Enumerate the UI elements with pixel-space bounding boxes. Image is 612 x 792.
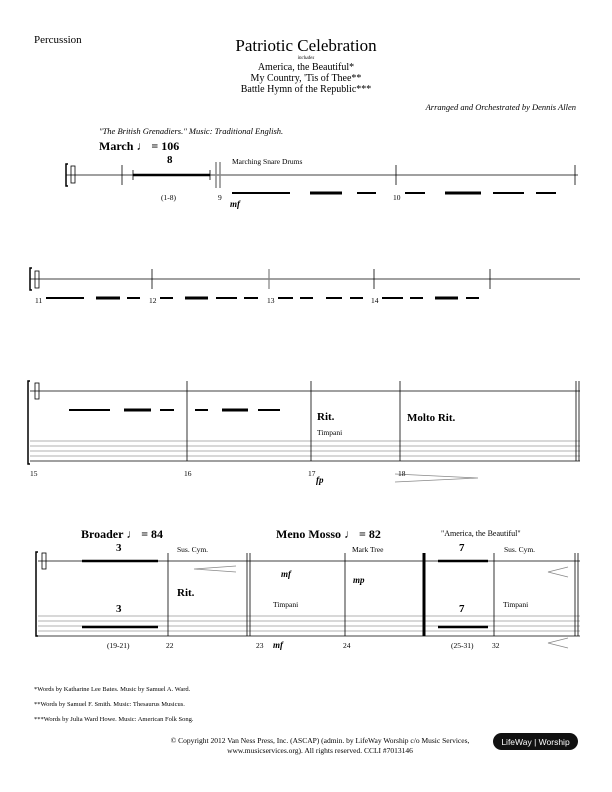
song-1: America, the Beautiful* (257, 62, 355, 73)
measure-number: 13 (267, 296, 275, 305)
multi-rest-count: 7 (459, 603, 465, 615)
rest-range: (19-21) (107, 641, 130, 650)
multi-rest-count: 7 (459, 542, 465, 554)
copyright-notice (150, 736, 490, 756)
measure-number: 9 (218, 193, 222, 202)
includes-label: includes (297, 56, 315, 61)
measure-number: 17 (308, 469, 316, 478)
footnote-1: *Words by Katharine Lee Bates. Music by Samuel A. Ward. (34, 686, 191, 693)
instrument-label: Timpani (317, 428, 343, 437)
measure-number: 23 (256, 641, 264, 650)
molto-rit-marking: Molto Rit. (407, 412, 456, 424)
dynamic-mf: mf (230, 199, 240, 209)
instrument-label: Mark Tree (352, 545, 384, 554)
multi-rest-count: 8 (167, 154, 173, 166)
measure-number: 14 (371, 296, 379, 305)
publisher-logo: LifeWay | Worship (493, 733, 578, 750)
measure-number: 10 (393, 193, 401, 202)
tempo-march: March ♩ = 106 (99, 139, 180, 153)
song-3: Battle Hymn of the Republic*** (240, 84, 372, 95)
dynamic-fp: fp (316, 475, 324, 485)
measure-number: 12 (149, 296, 157, 305)
measure-number: 22 (166, 641, 174, 650)
instrument-label: Sus. Cym. (504, 545, 536, 554)
multi-rest-count: 3 (116, 542, 122, 554)
measure-number: 24 (343, 641, 351, 650)
dynamic-mp: mp (353, 575, 365, 585)
arranger-credit: Arranged and Orchestrated by Dennis Allen (425, 102, 576, 112)
rest-range: (25-31) (451, 641, 474, 650)
dynamic-mf: mf (281, 569, 291, 579)
measure-number: 15 (30, 469, 38, 478)
part-name: Percussion (34, 34, 82, 46)
measure-number: 16 (184, 469, 192, 478)
instrument-label: Sus. Cym. (177, 545, 209, 554)
copyright-line-1: © Copyright 2012 Van Ness Press, Inc. (ASCAP) (admin. by LifeWay Worship c/o Music Services, (170, 736, 470, 745)
instrument-label: Marching Snare Drums (232, 157, 303, 166)
footnote-2: **Words by Samuel F. Smith. Music: Thesaurus Musicus. (34, 701, 185, 708)
measure-number: 32 (492, 641, 500, 650)
instrument-label: Timpani (273, 600, 299, 609)
source-credit: "The British Grenadiers." Music: Traditional English. (99, 126, 284, 136)
rit-marking: Rit. (317, 411, 335, 423)
song-section-label: "America, the Beautiful" (441, 529, 521, 538)
footnote-3: ***Words by Julia Ward Howe. Music: American Folk Song. (34, 716, 194, 723)
multi-rest-count: 3 (116, 603, 122, 615)
tempo-meno-mosso: Meno Mosso ♩ = 82 (276, 527, 381, 541)
measure-number: 11 (35, 296, 43, 305)
dynamic-mf: mf (273, 640, 283, 650)
rit-marking: Rit. (177, 587, 195, 599)
rest-range: (1-8) (161, 193, 176, 202)
instrument-label: Timpani (503, 600, 529, 609)
song-2: My Country, 'Tis of Thee** (250, 73, 362, 84)
copyright-line-2: www.musicservices.org). All rights reserved. CCLI #7013146 (227, 746, 413, 755)
tempo-broader: Broader ♩ = 84 (81, 527, 164, 541)
measure-number: 18 (398, 469, 406, 478)
score-title: Patriotic Celebration (235, 36, 377, 55)
